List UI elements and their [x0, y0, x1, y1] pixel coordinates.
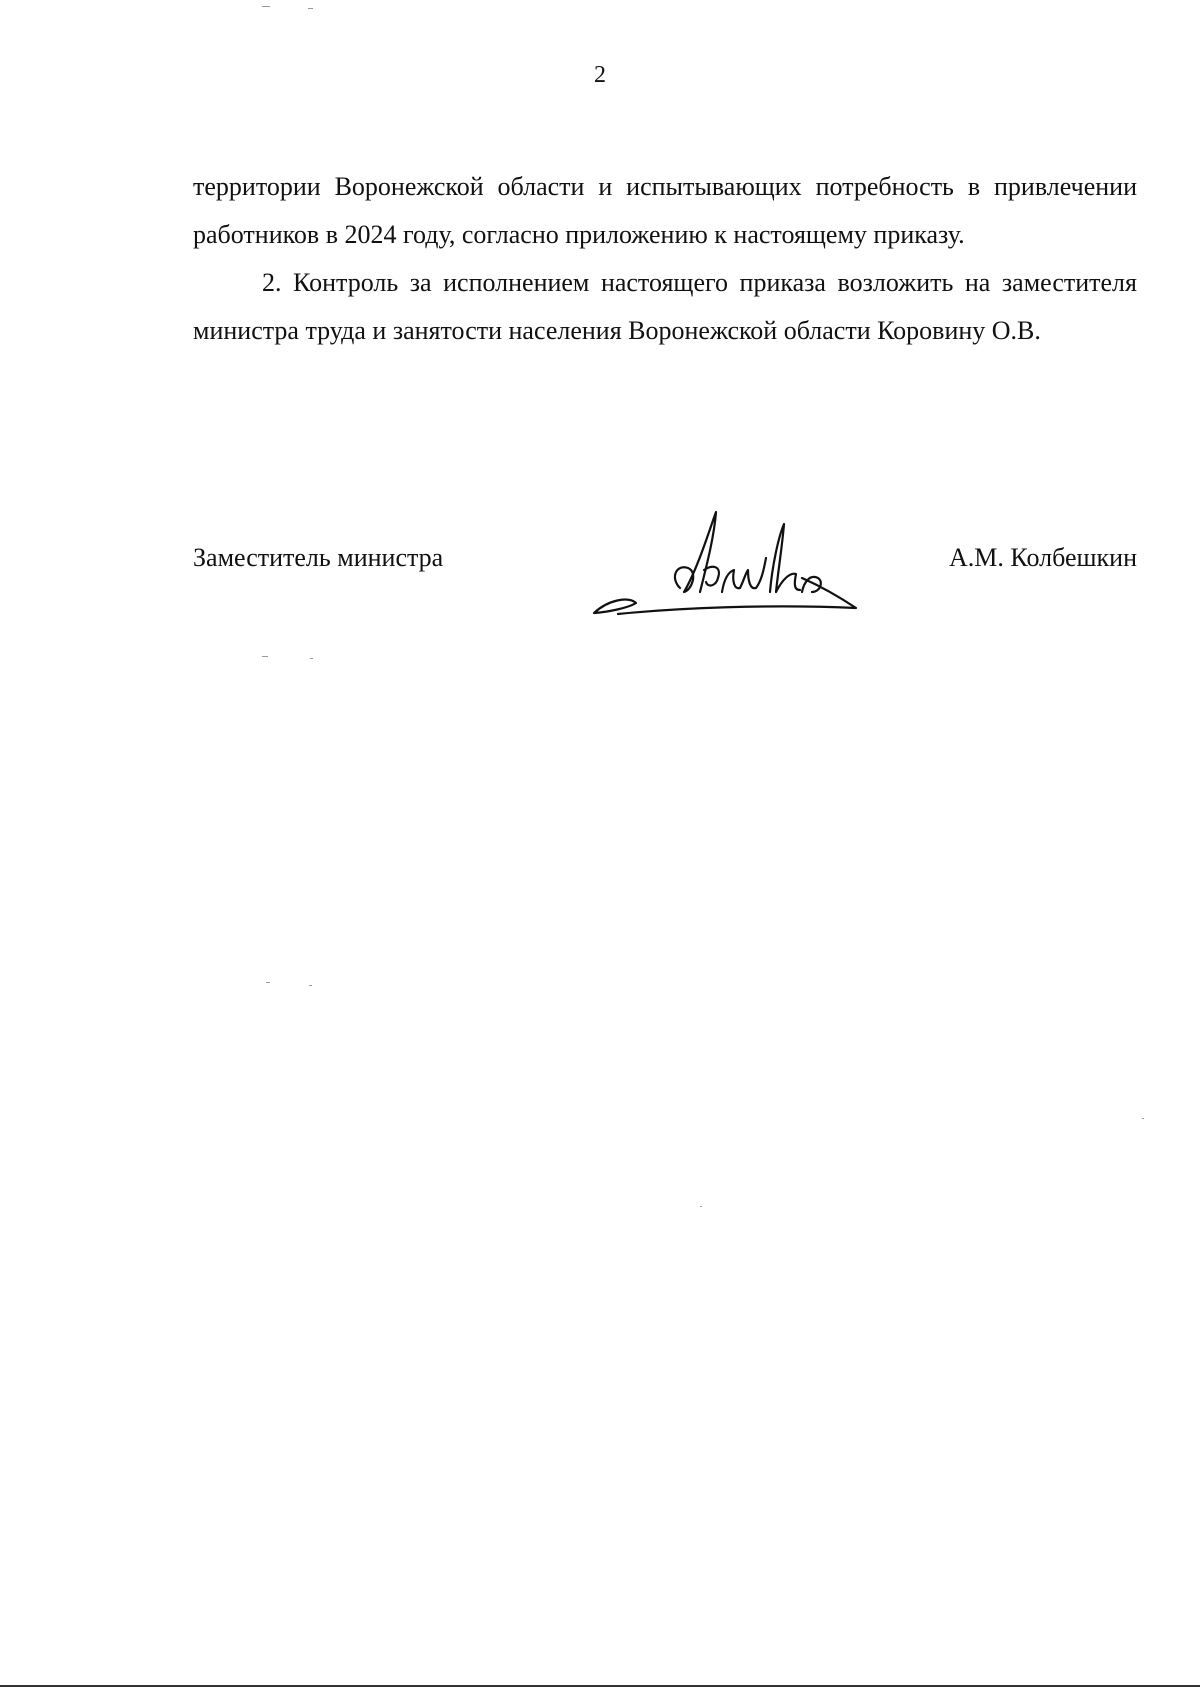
- paragraph-control-clause: 2. Контроль за исполнением настоящего приказа возложить на заместителя министра труда и занятости населения Воронежской области Коровину О.В.: [193, 268, 1137, 345]
- scan-speck: [700, 1206, 702, 1207]
- scan-speck: [262, 656, 268, 657]
- scan-speck: [1142, 1118, 1144, 1119]
- scan-speck: [308, 8, 313, 9]
- signatory-title: Заместитель министра: [193, 543, 444, 572]
- scan-speck: [310, 658, 313, 659]
- scan-speck: [262, 6, 270, 7]
- signatory-name: А.М. Колбешкин: [949, 543, 1137, 572]
- page-number: 2: [594, 62, 606, 88]
- scan-speck: [266, 982, 270, 983]
- scan-speck: [309, 985, 312, 986]
- handwritten-signature: [588, 508, 878, 628]
- page-bottom-edge: [0, 1685, 1200, 1687]
- signature-block: [193, 538, 1137, 638]
- paragraph-continuation: территории Воронежской области и испытывающих потребность в привлечении работников в 2024 году, согласно приложению к настоящему приказу.: [193, 172, 1137, 249]
- document-body: [193, 163, 1137, 355]
